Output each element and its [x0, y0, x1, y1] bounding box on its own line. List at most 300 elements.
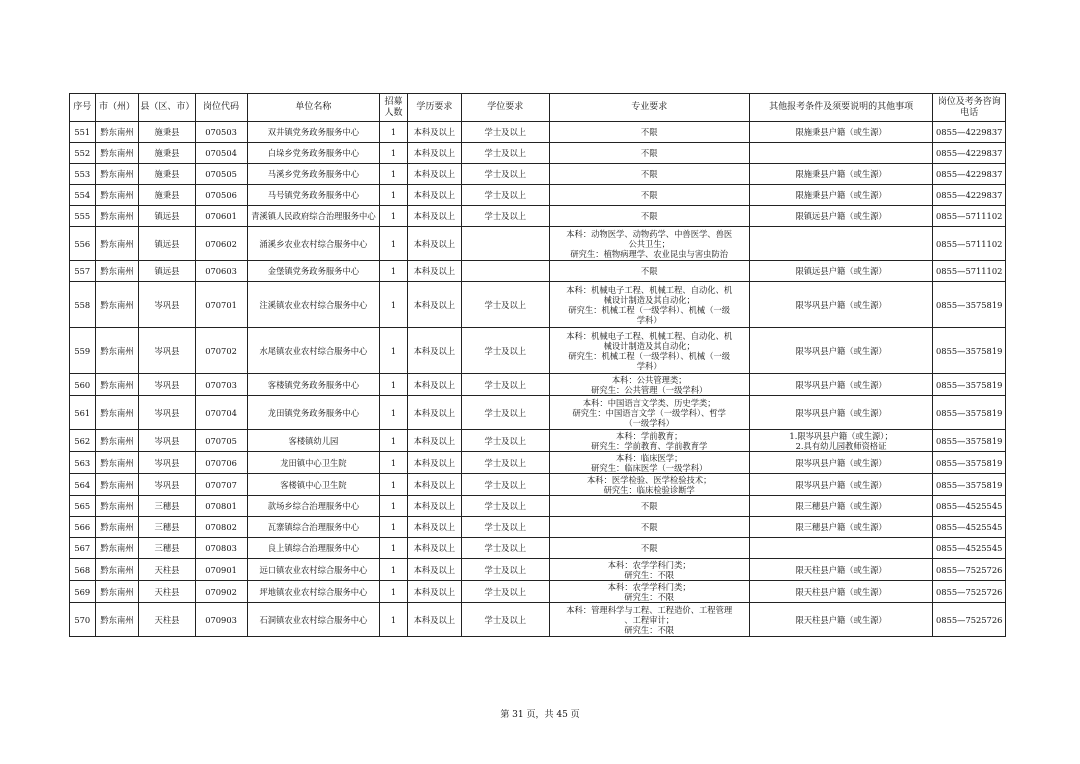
cell-phone: 0855—3575819 — [933, 430, 1006, 452]
cell-edu: 本科及以上 — [407, 282, 461, 328]
cell-num: 1 — [380, 206, 408, 227]
cell-other — [749, 261, 933, 282]
cell-num: 1 — [380, 396, 408, 430]
cell-code: 070701 — [195, 282, 247, 328]
cell-major-line: 本科：机械电子工程、机械工程、自动化、机 — [566, 330, 733, 341]
cell-edu: 本科及以上 — [407, 538, 461, 559]
cell-no: 553 — [70, 164, 96, 185]
cell-major — [549, 374, 749, 396]
cell-no: 567 — [70, 538, 96, 559]
cell-major-line: 研究生：公共管理（一级学科） — [591, 384, 708, 395]
cell-degree: 学士及以上 — [461, 328, 549, 374]
cell-major-line: 不限 — [640, 169, 658, 179]
cell-edu: 本科及以上 — [407, 430, 461, 452]
header-major: 专业要求 — [549, 94, 749, 122]
cell-edu: 本科及以上 — [407, 496, 461, 517]
cell-major-line: 本科：农学学科门类； — [607, 559, 691, 570]
table-row — [70, 581, 1006, 603]
cell-major — [549, 206, 749, 227]
cell-num: 1 — [380, 143, 408, 164]
table-row — [70, 164, 1006, 185]
cell-major-line: 本科：动物医学、动物药学、中兽医学、兽医 — [566, 228, 733, 239]
cell-other — [749, 559, 933, 581]
cell-city: 黔东南州 — [95, 452, 139, 474]
cell-num: 1 — [380, 328, 408, 374]
page-number: 第 31 页，共 45 页 — [500, 710, 580, 720]
cell-major-line: 不限 — [640, 148, 658, 158]
cell-major — [549, 164, 749, 185]
table-row — [70, 603, 1006, 637]
cell-degree — [461, 227, 549, 261]
cell-code: 070803 — [195, 538, 247, 559]
cell-no: 564 — [70, 474, 96, 496]
cell-county: 岑巩县 — [139, 474, 195, 496]
cell-degree: 学士及以上 — [461, 603, 549, 637]
cell-other — [749, 603, 933, 637]
cell-other-line: 限镇远县户籍（或生源） — [795, 266, 887, 276]
header-city: 市（州） — [95, 94, 139, 122]
cell-unit: 注溪镇农业农村综合服务中心 — [247, 282, 380, 328]
cell-degree: 学士及以上 — [461, 374, 549, 396]
cell-county: 镇远县 — [139, 227, 195, 261]
cell-county: 岑巩县 — [139, 374, 195, 396]
cell-other-line: 限施秉县户籍（或生源） — [795, 169, 887, 179]
cell-major-line: 研究生：机械工程（一级学科）、机械（一级 — [568, 304, 731, 315]
cell-degree: 学士及以上 — [461, 581, 549, 603]
cell-other-line: 限岑巩县户籍（或生源） — [795, 345, 887, 356]
header-num: 招募人数 — [380, 94, 408, 122]
cell-major-line: 不限 — [640, 190, 658, 200]
cell-phone: 0855—3575819 — [933, 374, 1006, 396]
cell-no: 561 — [70, 396, 96, 430]
cell-edu: 本科及以上 — [407, 164, 461, 185]
cell-major-line: 本科：农学学科门类； — [607, 581, 691, 592]
cell-edu: 本科及以上 — [407, 603, 461, 637]
cell-other — [749, 581, 933, 603]
cell-phone: 0855—4525545 — [933, 496, 1006, 517]
cell-num: 1 — [380, 517, 408, 538]
cell-other-line: 限岑巩县户籍（或生源） — [795, 299, 887, 310]
cell-major-line: 本科：临床医学； — [616, 452, 683, 463]
table-header-row — [70, 94, 1006, 122]
cell-other-line: 限天柱县户籍（或生源） — [795, 614, 887, 625]
cell-code: 070707 — [195, 474, 247, 496]
cell-major-line: 研究生：不限 — [624, 591, 675, 602]
cell-other — [749, 282, 933, 328]
cell-num: 1 — [380, 122, 408, 143]
cell-unit: 瓦寨镇综合治理服务中心 — [247, 517, 380, 538]
cell-major-line: 研究生：学前教育、学前教育学 — [591, 440, 708, 451]
cell-code: 070702 — [195, 328, 247, 374]
cell-county: 三穗县 — [139, 538, 195, 559]
cell-edu: 本科及以上 — [407, 559, 461, 581]
cell-major — [549, 538, 749, 559]
cell-edu: 本科及以上 — [407, 474, 461, 496]
table-row — [70, 261, 1006, 282]
cell-no: 554 — [70, 185, 96, 206]
cell-no: 557 — [70, 261, 96, 282]
cell-major — [549, 581, 749, 603]
cell-code: 070901 — [195, 559, 247, 581]
cell-code: 070902 — [195, 581, 247, 603]
cell-code: 070603 — [195, 261, 247, 282]
cell-unit: 马号镇党务政务服务中心 — [247, 185, 380, 206]
cell-no: 570 — [70, 603, 96, 637]
cell-major — [549, 185, 749, 206]
cell-county: 镇远县 — [139, 261, 195, 282]
cell-county: 施秉县 — [139, 164, 195, 185]
cell-code: 070903 — [195, 603, 247, 637]
cell-phone: 0855—4229837 — [933, 143, 1006, 164]
cell-edu: 本科及以上 — [407, 206, 461, 227]
cell-unit: 款场乡综合治理服务中心 — [247, 496, 380, 517]
cell-major-line: 研究生：临床医学（一级学科） — [591, 462, 708, 473]
cell-other — [749, 517, 933, 538]
cell-unit: 龙田镇中心卫生院 — [247, 452, 380, 474]
cell-code: 070503 — [195, 122, 247, 143]
cell-code: 070705 — [195, 430, 247, 452]
cell-phone: 0855—5711102 — [933, 227, 1006, 261]
cell-other — [749, 206, 933, 227]
cell-num: 1 — [380, 496, 408, 517]
cell-degree: 学士及以上 — [461, 496, 549, 517]
cell-no: 558 — [70, 282, 96, 328]
cell-degree: 学士及以上 — [461, 206, 549, 227]
cell-other-line: 限岑巩县户籍（或生源） — [795, 407, 887, 418]
cell-major-line: 公共卫生； — [628, 238, 670, 249]
cell-county: 岑巩县 — [139, 282, 195, 328]
cell-code: 070704 — [195, 396, 247, 430]
cell-major-line: 研究生：临床检验诊断学 — [603, 484, 695, 495]
cell-num: 1 — [380, 282, 408, 328]
cell-other — [749, 496, 933, 517]
cell-city: 黔东南州 — [95, 122, 139, 143]
cell-city: 黔东南州 — [95, 143, 139, 164]
header-unit: 单位名称 — [247, 94, 380, 122]
table-row — [70, 430, 1006, 452]
cell-unit: 客楼镇中心卫生院 — [247, 474, 380, 496]
cell-major-line: 本科：中国语言文学类、历史学类； — [582, 397, 716, 408]
cell-phone: 0855—3575819 — [933, 328, 1006, 374]
cell-unit: 客楼镇幼儿园 — [247, 430, 380, 452]
cell-city: 黔东南州 — [95, 261, 139, 282]
table-row — [70, 538, 1006, 559]
cell-major-line: 不限 — [640, 522, 658, 532]
cell-unit: 水尾镇农业农村综合服务中心 — [247, 328, 380, 374]
table-row — [70, 474, 1006, 496]
cell-degree: 学士及以上 — [461, 538, 549, 559]
cell-degree: 学士及以上 — [461, 164, 549, 185]
cell-major — [549, 517, 749, 538]
table-row — [70, 559, 1006, 581]
cell-major-line: 研究生：植物病理学、农业昆虫与害虫防治 — [570, 248, 729, 259]
cell-other-line: 限岑巩县户籍（或生源） — [795, 479, 887, 490]
cell-code: 070504 — [195, 143, 247, 164]
cell-no: 566 — [70, 517, 96, 538]
cell-no: 565 — [70, 496, 96, 517]
cell-no: 562 — [70, 430, 96, 452]
cell-major — [549, 559, 749, 581]
cell-major-line: 学科） — [636, 314, 662, 325]
cell-edu: 本科及以上 — [407, 122, 461, 143]
cell-num: 1 — [380, 603, 408, 637]
cell-major — [549, 603, 749, 637]
cell-phone: 0855—7525726 — [933, 559, 1006, 581]
cell-num: 1 — [380, 185, 408, 206]
cell-phone: 0855—4229837 — [933, 122, 1006, 143]
cell-city: 黔东南州 — [95, 185, 139, 206]
cell-major-line: 本科：管理科学与工程、工程造价、工程管理 — [566, 604, 733, 615]
cell-phone: 0855—3575819 — [933, 452, 1006, 474]
cell-other — [749, 328, 933, 374]
table-body — [70, 122, 1006, 637]
cell-major-line: 本科：学前教育； — [616, 430, 683, 441]
cell-no: 556 — [70, 227, 96, 261]
cell-unit: 良上镇综合治理服务中心 — [247, 538, 380, 559]
cell-major — [549, 474, 749, 496]
cell-degree: 学士及以上 — [461, 122, 549, 143]
cell-degree: 学士及以上 — [461, 517, 549, 538]
cell-county: 施秉县 — [139, 122, 195, 143]
cell-county: 岑巩县 — [139, 396, 195, 430]
cell-city: 黔东南州 — [95, 538, 139, 559]
cell-degree: 学士及以上 — [461, 282, 549, 328]
table-row — [70, 143, 1006, 164]
cell-num: 1 — [380, 164, 408, 185]
cell-major-line: 本科：公共管理类； — [611, 374, 687, 385]
cell-major-line: 本科：机械电子工程、机械工程、自动化、机 — [566, 284, 733, 295]
cell-major-line: 不限 — [640, 543, 658, 553]
cell-num: 1 — [380, 474, 408, 496]
cell-no: 555 — [70, 206, 96, 227]
cell-other-line: 限天柱县户籍（或生源） — [795, 564, 887, 575]
cell-unit: 青溪镇人民政府综合治理服务中心 — [247, 206, 380, 227]
cell-other — [749, 396, 933, 430]
cell-city: 黔东南州 — [95, 474, 139, 496]
cell-code: 070802 — [195, 517, 247, 538]
cell-city: 黔东南州 — [95, 496, 139, 517]
cell-other — [749, 185, 933, 206]
cell-other — [749, 538, 933, 559]
cell-edu: 本科及以上 — [407, 452, 461, 474]
table-row — [70, 185, 1006, 206]
table-row — [70, 496, 1006, 517]
cell-edu: 本科及以上 — [407, 517, 461, 538]
cell-major — [549, 227, 749, 261]
cell-city: 黔东南州 — [95, 603, 139, 637]
table-row — [70, 452, 1006, 474]
cell-city: 黔东南州 — [95, 328, 139, 374]
cell-county: 天柱县 — [139, 559, 195, 581]
cell-city: 黔东南州 — [95, 374, 139, 396]
cell-city: 黔东南州 — [95, 206, 139, 227]
cell-other — [749, 164, 933, 185]
cell-major-line: 、工程审计； — [624, 614, 675, 625]
cell-city: 黔东南州 — [95, 581, 139, 603]
cell-major — [549, 261, 749, 282]
cell-major-line: 不限 — [640, 127, 658, 137]
cell-major — [549, 143, 749, 164]
cell-no: 559 — [70, 328, 96, 374]
cell-major-line: 不限 — [640, 266, 658, 276]
cell-major-line: （一级学科） — [624, 417, 675, 428]
cell-no: 560 — [70, 374, 96, 396]
cell-major-line: 学科） — [636, 360, 662, 371]
cell-degree: 学士及以上 — [461, 430, 549, 452]
header-no: 序号 — [70, 94, 96, 122]
cell-edu: 本科及以上 — [407, 185, 461, 206]
cell-other-line: 限施秉县户籍（或生源） — [795, 127, 887, 137]
cell-code: 070703 — [195, 374, 247, 396]
cell-county: 岑巩县 — [139, 328, 195, 374]
cell-city: 黔东南州 — [95, 396, 139, 430]
cell-edu: 本科及以上 — [407, 261, 461, 282]
cell-unit: 涌溪乡农业农村综合服务中心 — [247, 227, 380, 261]
header-other: 其他报考条件及须要说明的其他事项 — [749, 94, 933, 122]
cell-county: 天柱县 — [139, 603, 195, 637]
cell-unit: 坪地镇农业农村综合服务中心 — [247, 581, 380, 603]
cell-edu: 本科及以上 — [407, 227, 461, 261]
cell-phone: 0855—3575819 — [933, 474, 1006, 496]
cell-edu: 本科及以上 — [407, 328, 461, 374]
cell-degree: 学士及以上 — [461, 559, 549, 581]
table-row — [70, 227, 1006, 261]
cell-city: 黔东南州 — [95, 282, 139, 328]
cell-county: 三穗县 — [139, 517, 195, 538]
cell-other-line: 1.限岑巩县户籍（或生源）； — [789, 430, 893, 441]
cell-county: 施秉县 — [139, 185, 195, 206]
cell-code: 070706 — [195, 452, 247, 474]
cell-phone: 0855—4525545 — [933, 538, 1006, 559]
cell-num: 1 — [380, 227, 408, 261]
cell-code: 070506 — [195, 185, 247, 206]
cell-edu: 本科及以上 — [407, 581, 461, 603]
cell-city: 黔东南州 — [95, 517, 139, 538]
cell-county: 三穗县 — [139, 496, 195, 517]
cell-unit: 白垛乡党务政务服务中心 — [247, 143, 380, 164]
cell-county: 岑巩县 — [139, 430, 195, 452]
cell-major-line: 研究生：不限 — [624, 569, 675, 580]
table-row — [70, 122, 1006, 143]
cell-num: 1 — [380, 538, 408, 559]
table-row — [70, 374, 1006, 396]
cell-num: 1 — [380, 374, 408, 396]
cell-other-line: 限施秉县户籍（或生源） — [795, 190, 887, 200]
cell-other — [749, 430, 933, 452]
cell-no: 563 — [70, 452, 96, 474]
header-code: 岗位代码 — [195, 94, 247, 122]
cell-major — [549, 122, 749, 143]
cell-edu: 本科及以上 — [407, 374, 461, 396]
cell-city: 黔东南州 — [95, 164, 139, 185]
cell-phone: 0855—7525726 — [933, 603, 1006, 637]
cell-num: 1 — [380, 559, 408, 581]
cell-phone: 0855—4229837 — [933, 164, 1006, 185]
cell-no: 551 — [70, 122, 96, 143]
cell-degree: 学士及以上 — [461, 143, 549, 164]
table-row — [70, 328, 1006, 374]
cell-phone: 0855—7525726 — [933, 581, 1006, 603]
header-edu: 学历要求 — [407, 94, 461, 122]
cell-major-line: 械设计制造及其自动化； — [603, 340, 695, 351]
cell-num: 1 — [380, 581, 408, 603]
cell-unit: 双井镇党务政务服务中心 — [247, 122, 380, 143]
cell-major-line: 研究生：中国语言文学（一级学科）、哲学 — [572, 407, 726, 418]
cell-major — [549, 396, 749, 430]
cell-code: 070505 — [195, 164, 247, 185]
header-county: 县（区、市） — [139, 94, 195, 122]
cell-unit: 客楼镇党务政务服务中心 — [247, 374, 380, 396]
cell-major — [549, 430, 749, 452]
cell-no: 569 — [70, 581, 96, 603]
cell-other — [749, 227, 933, 261]
table-row — [70, 282, 1006, 328]
cell-county: 施秉县 — [139, 143, 195, 164]
cell-county: 镇远县 — [139, 206, 195, 227]
cell-code: 070602 — [195, 227, 247, 261]
cell-edu: 本科及以上 — [407, 396, 461, 430]
cell-other-line: 2.具有幼儿园教师资格证 — [795, 440, 887, 451]
cell-degree: 学士及以上 — [461, 452, 549, 474]
cell-major — [549, 328, 749, 374]
cell-phone: 0855—4229837 — [933, 185, 1006, 206]
cell-code: 070601 — [195, 206, 247, 227]
cell-num: 1 — [380, 452, 408, 474]
cell-phone: 0855—3575819 — [933, 396, 1006, 430]
cell-unit: 马溪乡党务政务服务中心 — [247, 164, 380, 185]
header-phone: 岗位及考务咨询电话 — [933, 94, 1006, 122]
cell-major-line: 研究生：不限 — [624, 624, 675, 635]
cell-other-line: 限三穗县户籍（或生源） — [795, 522, 887, 532]
cell-phone: 0855—3575819 — [933, 282, 1006, 328]
cell-other — [749, 452, 933, 474]
cell-major-line: 本科：医学检验、医学检验技术； — [586, 474, 712, 485]
cell-no: 568 — [70, 559, 96, 581]
header-degree: 学位要求 — [461, 94, 549, 122]
cell-unit: 金堡镇党务政务服务中心 — [247, 261, 380, 282]
cell-degree: 学士及以上 — [461, 474, 549, 496]
cell-other — [749, 374, 933, 396]
cell-degree — [461, 261, 549, 282]
cell-county: 岑巩县 — [139, 452, 195, 474]
cell-other-line: 限岑巩县户籍（或生源） — [795, 379, 887, 390]
cell-other — [749, 474, 933, 496]
table-row — [70, 396, 1006, 430]
cell-other — [749, 122, 933, 143]
cell-major-line: 研究生：机械工程（一级学科）、机械（一级 — [568, 350, 731, 361]
cell-other-line: 限天柱县户籍（或生源） — [795, 586, 887, 597]
cell-major — [549, 452, 749, 474]
table-row — [70, 517, 1006, 538]
cell-phone: 0855—4525545 — [933, 517, 1006, 538]
cell-code: 070801 — [195, 496, 247, 517]
cell-major-line: 不限 — [640, 501, 658, 511]
cell-city: 黔东南州 — [95, 227, 139, 261]
cell-other-line: 限岑巩县户籍（或生源） — [795, 457, 887, 468]
cell-unit: 石洞镇农业农村综合服务中心 — [247, 603, 380, 637]
cell-degree: 学士及以上 — [461, 396, 549, 430]
cell-other-line: 限镇远县户籍（或生源） — [795, 211, 887, 221]
cell-num: 1 — [380, 261, 408, 282]
cell-no: 552 — [70, 143, 96, 164]
cell-city: 黔东南州 — [95, 559, 139, 581]
cell-major — [549, 282, 749, 328]
table-row — [70, 206, 1006, 227]
cell-county: 天柱县 — [139, 581, 195, 603]
cell-city: 黔东南州 — [95, 430, 139, 452]
cell-major-line: 不限 — [640, 211, 658, 221]
cell-other-line: 限三穗县户籍（或生源） — [795, 501, 887, 511]
